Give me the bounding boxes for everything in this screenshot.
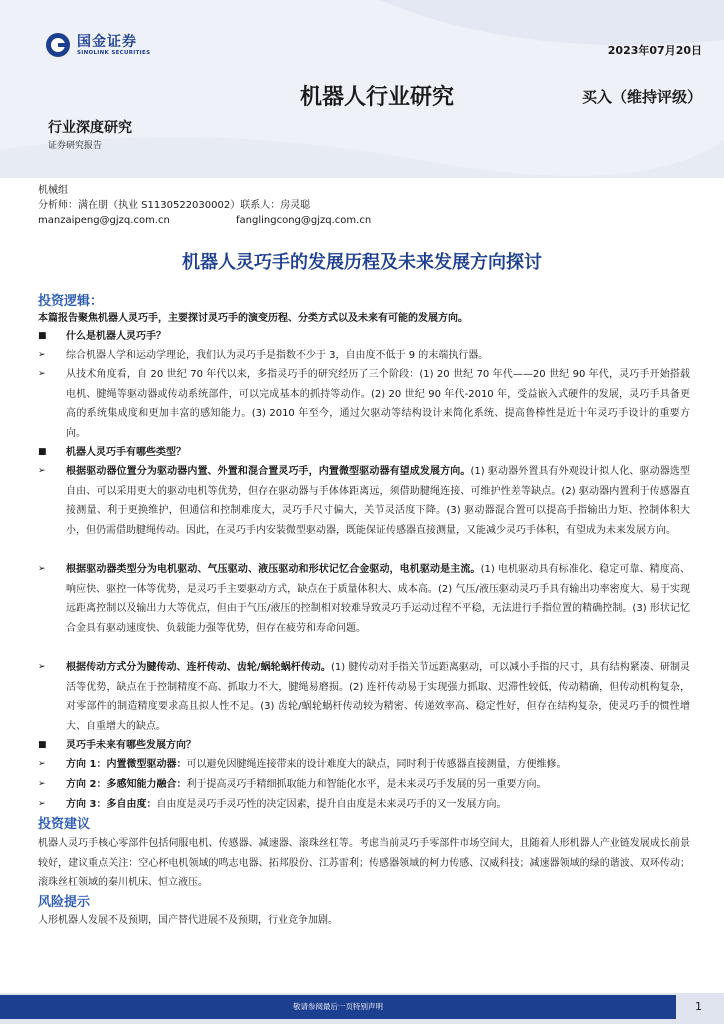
industry-title: 机器人行业研究	[300, 85, 455, 110]
analyst-group: 机械组	[38, 185, 68, 196]
report-subtype: 证券研究报告	[48, 141, 103, 151]
arrow-bullet: ➢	[38, 350, 46, 360]
risk-text: 人形机器人发展不及预期，国产替代进展不及预期，行业竞争加剧。	[38, 915, 338, 926]
page-number: 1	[695, 1000, 702, 1013]
square-bullet: ■	[38, 331, 47, 341]
footer-disclaimer[interactable]: 敬请参阅最后一页特别声明	[293, 1002, 383, 1011]
rating-badge: 买入（维持评级）	[581, 88, 702, 106]
logo-cn: 国金证券	[77, 34, 137, 50]
analyst-email[interactable]: manzaipeng@gjzq.com.cn	[38, 215, 170, 226]
report-date: 2023年07月20日	[607, 44, 702, 57]
question-3: ■ 灵巧手未来有哪些发展方向？	[38, 736, 690, 756]
arrow-bullet: ➢	[38, 466, 46, 476]
section-heading-advice: 投资建议	[38, 817, 91, 832]
list-item: ➢ 根据传动方式分为腱传动、连杆传动、齿轮/蜗轮蜗杆传动。(1) 腱传动对手指关节远距离驱动，可以减小手指的尺寸，具有结构紧凑、研制灵活等优势，缺点在于控制精度不高、抓取力不大，腱绳易磨损。(2) 连杆传动易于实现强力抓取、迟滞性较低，传动精确，但传动机构复杂，对零部件的制造精度要求高且拟人性不足。(3) 齿轮/蜗轮蜗杆传动较为精密、传递效率高、稳定性好，但存在结构复杂，使灵巧手的惯性增大、自重增大的缺点。	[38, 658, 690, 736]
list-item: ➢ 方向 2：多感知能力融合：利于提高灵巧手精细抓取能力和智能化水平，是未来灵巧手发展的另一重要方向。	[38, 775, 690, 795]
logo-en: SINOLINK SECURITIES	[77, 50, 151, 56]
brand-logo	[45, 32, 150, 58]
advice-text: 机器人灵巧手核心零部件包括伺服电机、传感器、减速器、滚珠丝杠等。考虑当前灵巧手零部件市场空间大，且随着人形机器人产业链发展成长前景较好，建议重点关注：空心杯电机领域的鸣志电器、拓邦股份、江苏雷利；传感器领域的柯力传感、汉威科技；减速器领域的绿的谐波、双环传动；滚珠丝杠领域的秦川机床、恒立液压。	[38, 838, 690, 888]
analyst-line: 分析师：满在朋（执业 S1130522030002）联系人：房灵聪	[38, 200, 311, 211]
arrow-bullet: ➢	[38, 779, 46, 789]
question-1: ■ 什么是机器人灵巧手？	[38, 327, 690, 347]
document-title: 机器人灵巧手的发展历程及未来发展方向探讨	[182, 252, 542, 273]
contact-email[interactable]: fanglingcong@gjzq.com.cn	[236, 215, 372, 226]
list-item: ➢ 从技术角度看，自 20 世纪 70 年代以来，多指灵巧手的研究经历了三个阶段：(1) 20 世纪 70 年代——20 世纪 90 年代，灵巧手开始搭载电机、腱绳等驱动器或传动系统部件，可以完成基本的抓持等动作。(2) 20 世纪 90 年代-2010 年，受益嵌入式硬件的发展，灵巧手具备更高的系统集成度和更加丰富的感知能力。(3) 2010 年至今，通过欠驱动等结构设计来简化系统、提高鲁棒性是近十年灵巧手设计的重要方向。	[38, 365, 690, 443]
arrow-bullet: ➢	[38, 759, 46, 769]
logic-intro: 本篇报告聚焦机器人灵巧手，主要探讨灵巧手的演变历程、分类方式以及未来有可能的发展方向。	[38, 313, 468, 324]
list-item: ➢ 方向 1：内置微型驱动器：可以避免因腱绳连接带来的设计难度大的缺点，同时利于传感器直接测量，方便维修。	[38, 755, 690, 775]
list-item: ➢ 综合机器人学和运动学理论，我们认为灵巧手是指数不少于 3，自由度不低于 9 的末端执行器。	[38, 346, 690, 366]
list-item: ➢ 根据驱动器位置分为驱动器内置、外置和混合置灵巧手，内置微型驱动器有望成发展方向。(1) 驱动器外置具有外观设计拟人化、驱动器选型自由、可以采用更大的驱动电机等优势，但存在驱动器与手体体距离远，须借助腱绳连接、可维护性差等缺点。(2) 驱动器内置利于传感器直接测量、利于更换维护，但通信和控制难度大，灵巧手尺寸偏大，关节灵活度下降。(3) 驱动器混合置可以提高手指输出力矩、控制体积大小，但仍需借助腱绳传动。因此，在灵巧手内安装微型驱动器，既能保证传感器直接测量，又能减少灵巧手体积，有望成为未来发展方向。	[38, 462, 690, 540]
square-bullet: ■	[38, 447, 47, 457]
arrow-bullet: ➢	[38, 564, 46, 574]
arrow-bullet: ➢	[38, 369, 46, 379]
report-type: 行业深度研究	[48, 120, 132, 136]
arrow-bullet: ➢	[38, 662, 46, 672]
analyst-info	[38, 183, 371, 228]
square-bullet: ■	[38, 740, 47, 750]
list-item: ➢ 方向 3：多自由度：自由度是灵巧手灵巧性的决定因素，提升自由度是未来灵巧手的又一发展方向。	[38, 795, 690, 815]
brand-mark-icon	[45, 32, 71, 58]
question-2: ■ 机器人灵巧手有哪些类型？	[38, 443, 690, 463]
section-heading-risk: 风险提示	[38, 895, 91, 910]
list-item: ➢ 根据驱动器类型分为电机驱动、气压驱动、液压驱动和形状记忆合金驱动，电机驱动是主流。(1) 电机驱动具有标准化、稳定可靠、精度高、响应快、驱控一体等优势，是灵巧手主要驱动方式，缺点在于质量体积大、成本高。(2) 气压/液压驱动灵巧手具有输出功率密度大、易于实现远距离控制以及输出力大等优点，但由于气压/液压的控制相对较难导致灵巧手运动过程不平稳，无法进行手指位置的精确控制。(3) 形状记忆合金具有驱动速度快、负载能力强等优势，但存在疲劳和寿命问题。	[38, 560, 690, 638]
arrow-bullet: ➢	[38, 799, 46, 809]
section-heading-logic: 投资逻辑：	[38, 294, 104, 309]
